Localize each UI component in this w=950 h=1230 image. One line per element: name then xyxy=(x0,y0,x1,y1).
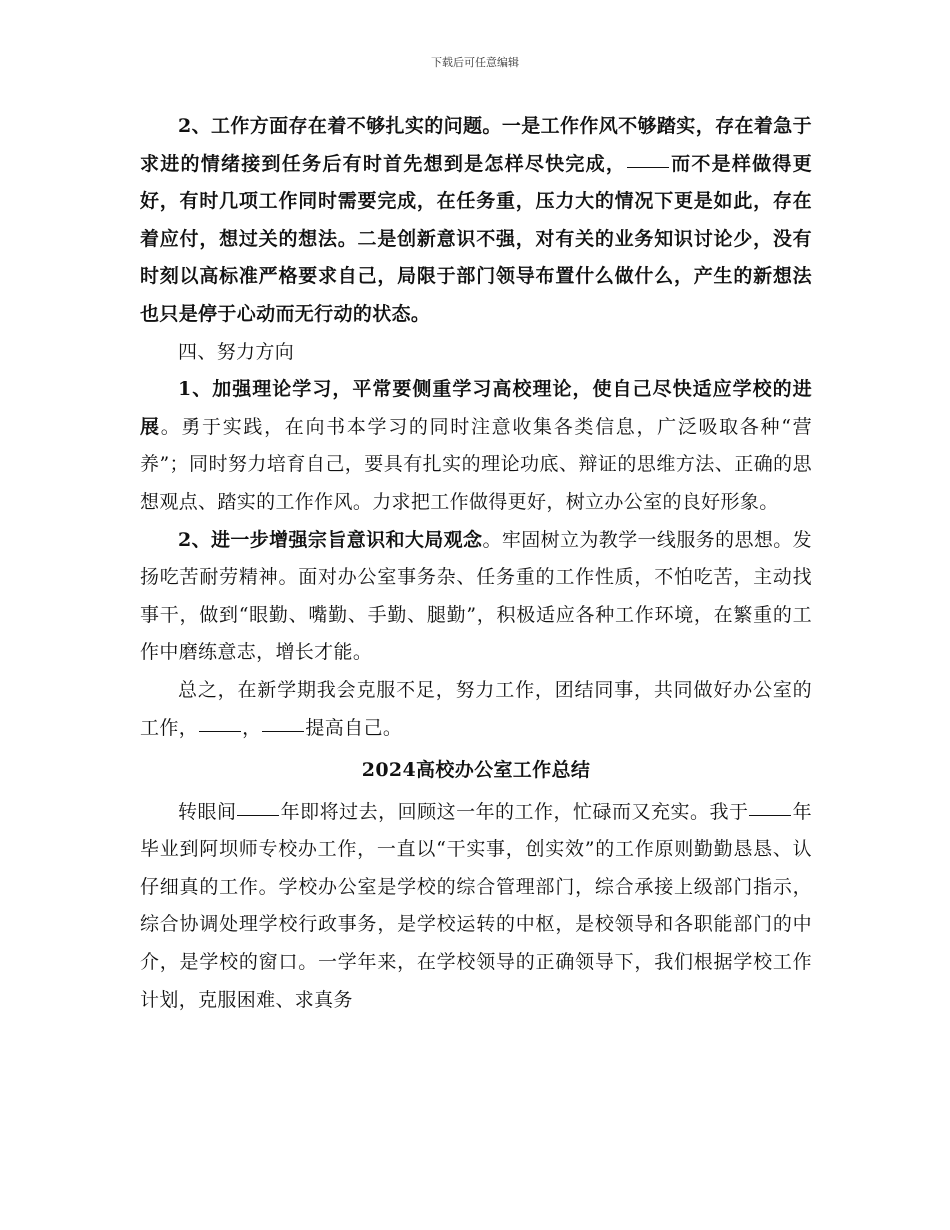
paragraph-theory-study xyxy=(140,371,812,521)
blank-line xyxy=(262,730,304,732)
section-heading-direction: 四、努力方向 xyxy=(178,340,295,363)
paragraph-text: 2、工作方面存在着不够扎实的问题。一是工作作风不够踏实，存在着急于求进的情绪接到任务后有时首先想到是怎样尽快完成， xyxy=(140,115,812,175)
page-header: 下载后可任意编辑 xyxy=(431,56,519,69)
blank-line xyxy=(237,814,279,816)
blank-line xyxy=(199,730,241,732)
paragraph-work-problems xyxy=(140,108,812,334)
paragraph-text: ， xyxy=(242,716,262,739)
paragraph-text: 提高自己。 xyxy=(305,716,403,739)
paragraph-intro xyxy=(140,794,812,1020)
paragraph-conclusion xyxy=(140,672,812,747)
paragraph-text: 年毕业到阿坝师专校办工作，一直以“干实事，创实效”的工作原则勤勤恳恳、认仔细真的工作。学校办公室是学校的综合管理部门，综合承接上级部门指示，综合协调处理学校行政事务，是学校运转的中枢，是校领导和各职能部门的中介，是学校的窗口。一学年来，在学校领导的正确领导下，我们根据学校工作计划，克服困难、求真务 xyxy=(140,800,812,1011)
paragraph-lead: 2、进一步增强宗旨意识和大局观念 xyxy=(178,528,483,551)
blank-line xyxy=(749,814,791,816)
paragraph-text: 。勇于实践，在向书本学习的同时注意收集各类信息，广泛吸取各种“营养”；同时努力培育自己，要具有扎实的理论功底、辩证的思维方法、正确的思想观点、踏实的工作作风。力求把工作做得更好，树立办公室的良好形象。 xyxy=(140,415,812,513)
paragraph-lead: 1、加强理论学习，平常要侧重学习高校理论，使自己尽快适应学校的进展 xyxy=(140,378,812,438)
document-title: 2024高校办公室工作总结 xyxy=(361,759,591,782)
paragraph-text: 。牢固树立为教学一线服务的思想。发扬吃苦耐劳精神。面对办公室事务杂、任务重的工作性质，不怕吃苦，主动找事干，做到“眼勤、嘴勤、手勤、腿勤”，积极适应各种工作环境，在繁重的工作中磨练意志，增长才能。 xyxy=(140,528,812,664)
blank-line xyxy=(627,166,669,168)
paragraph-text: 而不是样做得更好，有时几项工作同时需要完成，在任务重，压力大的情况下更是如此，存在着应付，想过关的想法。二是创新意识不强，对有关的业务知识讨论少，没有时刻以高标准严格要求自己，局限于部门领导布置什么做什么，产生的新想法也只是停于心动而无行动的状态。 xyxy=(140,152,812,325)
paragraph-text: 年即将过去，回顾这一年的工作，忙碌而又充实。我于 xyxy=(280,800,749,823)
paragraph-awareness xyxy=(140,522,812,672)
paragraph-text: 转眼间 xyxy=(178,800,237,823)
paragraph-text: 总之，在新学期我会克服不足，努力工作，团结同事，共同做好办公室的工作， xyxy=(140,678,812,739)
document-body xyxy=(140,108,812,1019)
